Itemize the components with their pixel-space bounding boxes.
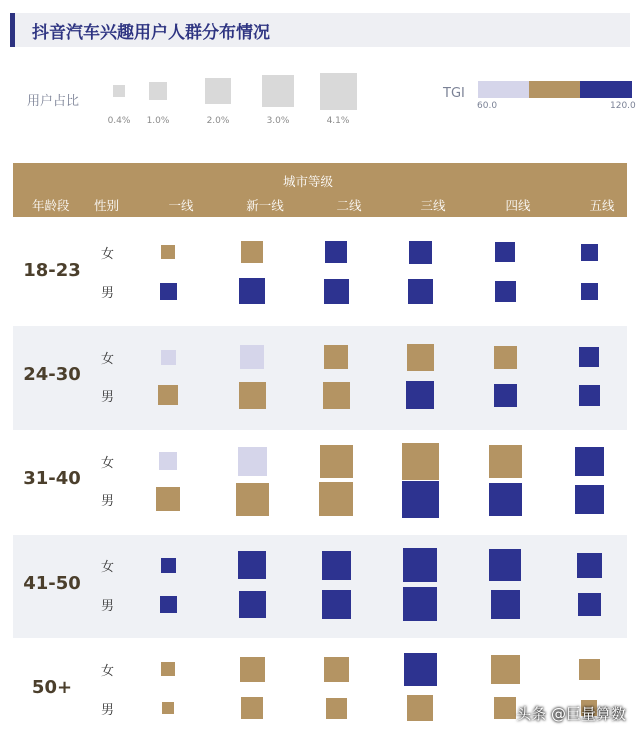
heatmap-cell	[577, 553, 602, 578]
gender-label: 女	[101, 456, 115, 471]
gender-label: 男	[101, 286, 115, 301]
size-legend-square	[149, 82, 167, 100]
city-header: 一线	[168, 198, 194, 213]
heatmap-cell	[156, 487, 180, 511]
heatmap-cell	[323, 382, 350, 409]
gender-label: 男	[101, 494, 115, 509]
city-group-label: 城市等级	[283, 174, 334, 189]
heatmap-cell	[326, 698, 347, 719]
heatmap-cell	[239, 591, 266, 618]
heatmap-cell	[489, 483, 522, 516]
size-legend-square	[113, 85, 125, 97]
heatmap-cell	[159, 452, 177, 470]
age-group-label: 50+	[31, 676, 73, 698]
heatmap-cell	[494, 384, 517, 407]
age-group-band	[13, 326, 627, 430]
title-accent	[10, 13, 15, 47]
size-legend-value: 3.0%	[266, 116, 290, 126]
heatmap-cell	[236, 483, 269, 516]
heatmap-cell	[579, 659, 600, 680]
gender-label: 女	[101, 352, 115, 367]
gender-label: 男	[101, 390, 115, 405]
heatmap-cell	[494, 346, 517, 369]
size-legend-value: 4.1%	[326, 116, 350, 126]
gender-column-header: 性别	[94, 198, 120, 213]
heatmap-cell	[408, 279, 433, 304]
heatmap-cell	[319, 482, 353, 516]
source-footer: 头条 @巨量算数	[516, 705, 626, 723]
gender-label: 男	[101, 703, 115, 718]
heatmap-cell	[409, 241, 432, 264]
size-legend-square	[205, 78, 231, 104]
heatmap-cell	[402, 443, 439, 480]
age-group-label: 18-23	[23, 259, 81, 281]
gender-label: 男	[101, 599, 115, 614]
age-group-label: 24-30	[23, 364, 81, 385]
heatmap-cell	[161, 662, 175, 676]
heatmap-cell	[403, 548, 437, 582]
heatmap-cell	[495, 242, 515, 262]
size-legend-value: 0.4%	[107, 116, 131, 126]
city-header: 四线	[505, 198, 531, 213]
heatmap-cell	[491, 655, 520, 684]
heatmap-cell	[161, 245, 175, 259]
age-group-label: 41-50	[23, 572, 81, 594]
heatmap-cell	[238, 447, 267, 476]
heatmap-cell	[240, 657, 265, 682]
heatmap-cell	[322, 551, 351, 580]
heatmap-cell	[325, 241, 347, 263]
heatmap-cell	[404, 653, 437, 686]
gender-label: 女	[101, 247, 115, 262]
city-header: 五线	[589, 198, 615, 213]
heatmap-cell	[158, 385, 178, 405]
heatmap-cell	[575, 447, 604, 476]
heatmap-cell	[581, 283, 598, 300]
heatmap-cell	[578, 593, 601, 616]
heatmap-cell	[160, 283, 177, 300]
heatmap-cell	[579, 385, 600, 406]
heatmap-cell	[320, 445, 353, 478]
heatmap-cell	[575, 485, 604, 514]
chart-title: 抖音汽车兴趣用户人群分布情况	[32, 23, 270, 43]
size-legend-square	[262, 75, 294, 107]
size-legend-square	[320, 73, 357, 110]
heatmap-cell	[239, 382, 266, 409]
heatmap-cell	[489, 445, 522, 478]
heatmap-cell	[402, 481, 439, 518]
size-legend-value: 2.0%	[206, 116, 230, 126]
age-column-header: 年龄段	[32, 198, 70, 213]
size-legend-label: 用户占比	[27, 94, 80, 109]
tgi-legend-segment	[580, 81, 632, 98]
heatmap-cell	[581, 244, 598, 261]
heatmap-cell	[161, 558, 176, 573]
heatmap-cell	[406, 381, 434, 409]
heatmap-cell	[322, 590, 351, 619]
gender-label: 女	[101, 560, 115, 575]
city-header: 二线	[336, 198, 362, 213]
size-legend-value: 1.0%	[146, 116, 170, 126]
gender-label: 女	[101, 664, 115, 679]
heatmap-cell	[324, 657, 349, 682]
tgi-max-label: 120.0	[610, 101, 636, 111]
heatmap-cell	[160, 596, 177, 613]
heatmap-cell	[489, 549, 521, 581]
age-group-band	[13, 535, 627, 638]
heatmap-cell	[324, 345, 348, 369]
heatmap-cell	[407, 695, 433, 721]
heatmap-cell	[241, 241, 263, 263]
heatmap-cell	[240, 345, 264, 369]
heatmap-cell	[403, 587, 437, 621]
heatmap-cell	[495, 281, 516, 302]
heatmap-cell	[162, 702, 174, 714]
age-group-band	[13, 220, 627, 325]
table-header	[13, 163, 627, 217]
heatmap-cell	[494, 697, 516, 719]
tgi-legend-segment	[478, 81, 530, 98]
age-group-label: 31-40	[23, 468, 81, 489]
heatmap-cell	[407, 344, 434, 371]
heatmap-cell	[241, 697, 263, 719]
city-header: 三线	[420, 198, 446, 213]
heatmap-cell	[324, 279, 349, 304]
heatmap-cell	[161, 350, 176, 365]
tgi-legend-label: TGI	[443, 86, 465, 101]
tgi-min-label: 60.0	[477, 101, 498, 111]
heatmap-cell	[238, 551, 266, 579]
heatmap-cell	[239, 278, 265, 304]
heatmap-cell	[579, 347, 599, 367]
heatmap-cell	[491, 590, 520, 619]
tgi-legend-segment	[529, 81, 581, 98]
title-bar	[10, 13, 630, 47]
city-header: 新一线	[246, 198, 284, 213]
